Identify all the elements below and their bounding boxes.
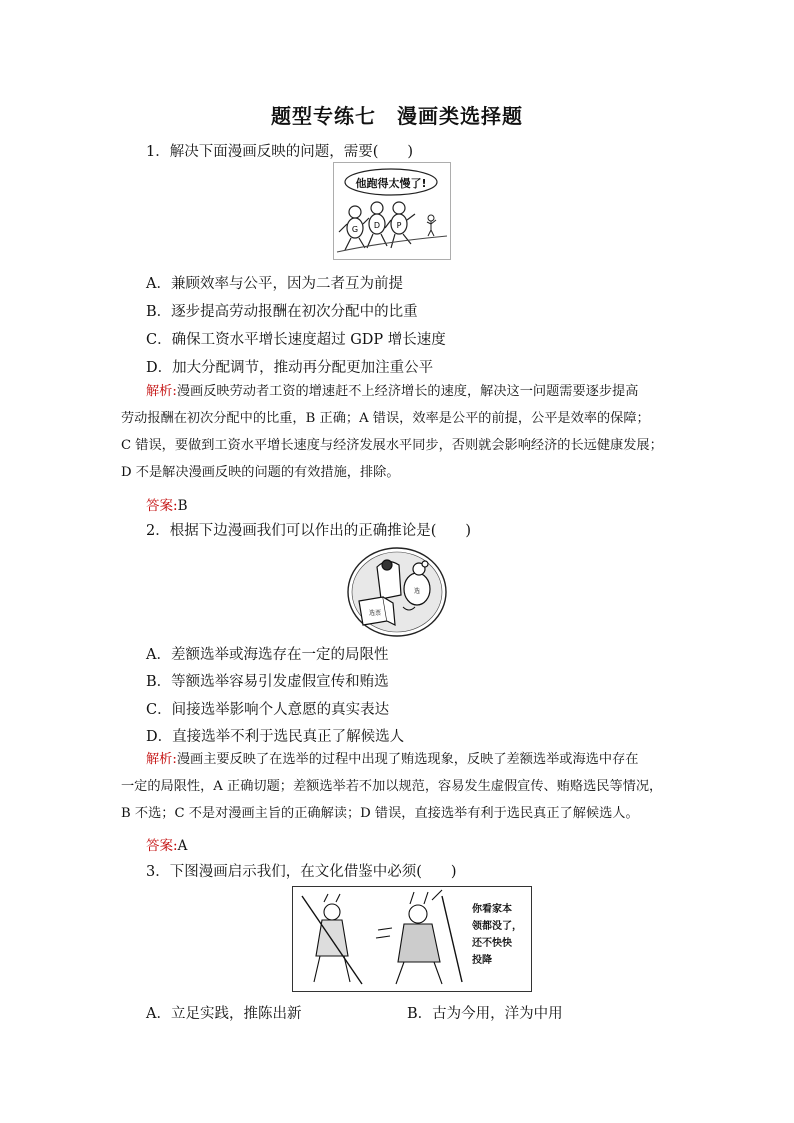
question-2-cartoon [347, 547, 447, 637]
question-1-option-b: B．逐步提高劳动报酬在初次分配中的比重 [146, 304, 418, 320]
question-2-option-b: B．等额选举容易引发虚假宣传和贿选 [146, 674, 389, 690]
question-1-analysis [121, 378, 681, 486]
question-3-stem: 3．下图漫画启示我们，在文化借鉴中必须( ) [146, 864, 457, 880]
question-1-option-a: A．兼顾效率与公平，因为二者互为前提 [146, 276, 403, 292]
answer-value: A [177, 838, 188, 854]
analysis-line: 劳动报酬在初次分配中的比重，B 正确；A 错误，效率是公平的前提，公平是效率的保障； [121, 411, 650, 426]
question-1-option-c: C．确保工资水平增长速度超过 GDP 增长速度 [146, 332, 446, 348]
question-3-option-b: B．古为今用，洋为中用 [407, 1006, 563, 1022]
cartoon-letter-d: D [373, 221, 381, 230]
analysis-line: B 不选；C 不是对漫画主旨的正确解读；D 错误，直接选举有利于选民真正了解候选人。 [121, 806, 639, 821]
figure-label: 选 [413, 588, 421, 595]
question-3-cartoon [292, 886, 532, 992]
cartoon-speech-line: 你看家本 [472, 904, 512, 915]
cartoon-speech-line: 还不快快 [472, 938, 512, 949]
question-2-option-a: A．差额选举或海选存在一定的局限性 [146, 647, 389, 663]
analysis-line: 一定的局限性，A 正确切题；差额选举若不加以规范，容易发生虚假宣传、贿赂选民等情况， [121, 779, 663, 794]
answer-value: B [177, 498, 188, 514]
answer-label: 答案: [146, 498, 178, 514]
question-1-stem: 1．解决下面漫画反映的问题，需要( ) [146, 144, 414, 160]
question-3-option-a: A．立足实践，推陈出新 [146, 1006, 302, 1022]
question-2-option-c: C．间接选举影响个人意愿的真实表达 [146, 702, 390, 718]
page-title: 题型专练七 漫画类选择题 [271, 104, 523, 128]
analysis-line: 漫画反映劳动者工资的增速赶不上经济增长的速度，解决这一问题需要逐步提高 [176, 384, 639, 399]
analysis-label: 解析: [146, 384, 177, 399]
analysis-line: D 不是解决漫画反映的问题的有效措施，排除。 [121, 465, 400, 480]
question-1-cartoon [333, 162, 451, 260]
question-1-answer [146, 494, 187, 514]
cartoon-letter-p: P [396, 221, 402, 230]
question-2-stem: 2．根据下边漫画我们可以作出的正确推论是( ) [146, 523, 472, 539]
question-1-option-d: D．加大分配调节，推动再分配更加注重公平 [146, 360, 434, 376]
cartoon-speech-line: 领都没了， [472, 921, 522, 932]
ballot-box-label: 选票 [369, 610, 382, 617]
analysis-line: C 错误，要做到工资水平增长速度与经济发展水平同步，否则就会影响经济的长远健康发展； [121, 438, 663, 453]
question-2-option-d: D．直接选举不利于选民真正了解候选人 [146, 729, 405, 745]
question-2-answer [146, 834, 187, 854]
analysis-label: 解析: [146, 752, 177, 767]
cartoon-speech-line: 投降 [472, 955, 492, 966]
cartoon-bubble-text: 他跑得太慢了! [355, 177, 427, 190]
cartoon-letter-g: G [351, 225, 359, 234]
analysis-line: 漫画主要反映了在选举的过程中出现了贿选现象，反映了差额选举或海选中存在 [176, 752, 639, 767]
answer-label: 答案: [146, 838, 178, 854]
question-2-analysis [121, 746, 681, 827]
